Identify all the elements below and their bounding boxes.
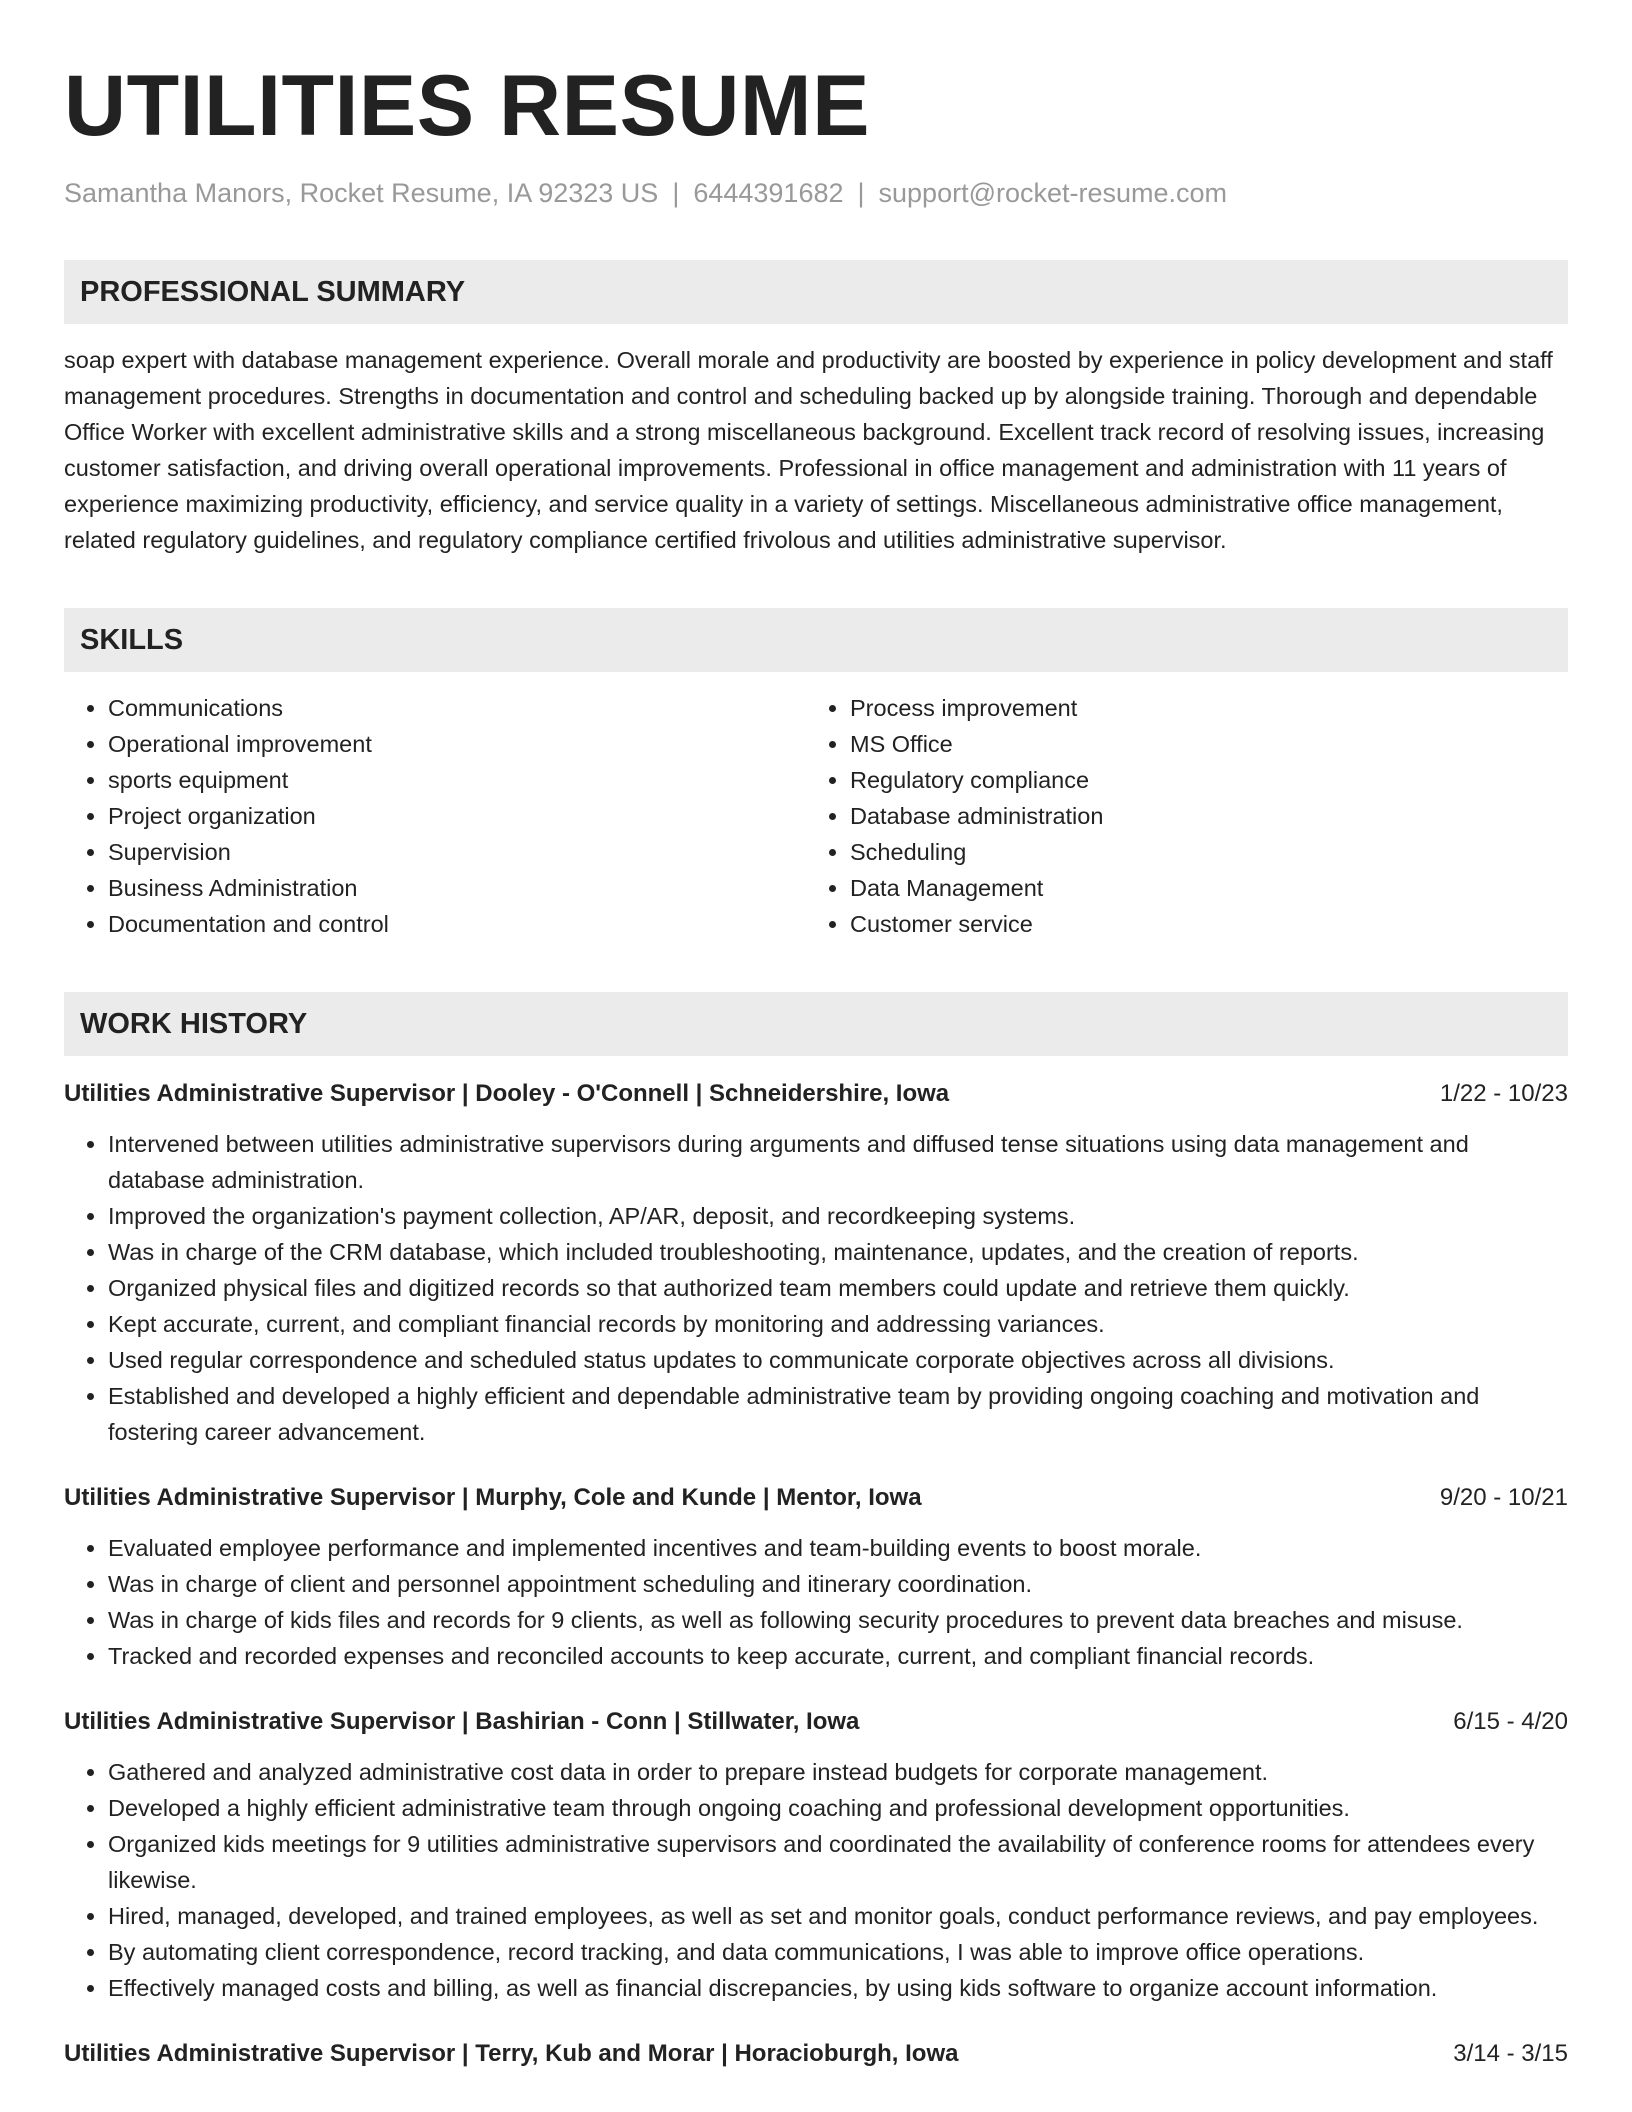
contact-separator: | — [672, 178, 680, 208]
job-title: Utilities Administrative Supervisor | Bashirian - Conn | Stillwater, Iowa — [64, 1708, 860, 1735]
contact-separator: | — [857, 178, 865, 208]
job-bullet: • Gathered and analyzed administrative cost data in order to prepare instead budgets for corporate management. — [108, 1754, 1568, 1790]
job-bullet: • Was in charge of client and personnel appointment scheduling and itinerary coordination. — [108, 1566, 1568, 1602]
job-entry — [64, 2036, 1568, 2072]
contact-address: Samantha Manors, Rocket Resume, IA 92323 US — [64, 178, 659, 208]
contact-email: support@rocket-resume.com — [878, 178, 1228, 208]
skill-item: • Communications — [108, 690, 806, 726]
skills-list — [64, 690, 1568, 942]
skill-item: • Supervision — [108, 834, 806, 870]
skills-column-left — [64, 690, 806, 942]
skill-item: • Customer service — [850, 906, 1568, 942]
resume-title: UTILITIES RESUME — [64, 58, 870, 154]
job-bullet: • Improved the organization's payment collection, AP/AR, deposit, and recordkeeping systems. — [108, 1198, 1568, 1234]
job-bullet: • Evaluated employee performance and implemented incentives and team-building events to boost morale. — [108, 1530, 1568, 1566]
job-bullet: • Tracked and recorded expenses and reconciled accounts to keep accurate, current, and compliant financial records. — [108, 1638, 1568, 1674]
skill-item: • MS Office — [850, 726, 1568, 762]
skill-item: • Scheduling — [850, 834, 1568, 870]
job-bullet: • Established and developed a highly efficient and dependable administrative team by providing ongoing coaching and motivation and fostering career advancement. — [108, 1378, 1568, 1450]
skill-item: • Process improvement — [850, 690, 1568, 726]
job-bullets — [64, 1754, 1568, 2006]
skills-column-right — [806, 690, 1568, 942]
skill-item: • Project organization — [108, 798, 806, 834]
skill-item: • Operational improvement — [108, 726, 806, 762]
job-entry — [64, 1480, 1568, 1674]
work-history-heading: WORK HISTORY — [64, 992, 1568, 1056]
job-title: Utilities Administrative Supervisor | Dooley - O'Connell | Schneidershire, Iowa — [64, 1080, 950, 1107]
skills-heading: SKILLS — [64, 608, 1568, 672]
job-bullet: • Organized kids meetings for 9 utilities administrative supervisors and coordinated the availability of conference rooms for attendees every likewise. — [108, 1826, 1568, 1898]
job-header — [64, 1704, 1568, 1740]
job-header — [64, 1076, 1568, 1112]
job-bullet: • Hired, managed, developed, and trained employees, as well as set and monitor goals, conduct performance reviews, and pay employees. — [108, 1898, 1568, 1934]
job-bullet: • Effectively managed costs and billing, as well as financial discrepancies, by using kids software to organize account information. — [108, 1970, 1568, 2006]
skill-item: • Documentation and control — [108, 906, 806, 942]
job-header — [64, 2036, 1568, 2072]
job-bullet: • Kept accurate, current, and compliant financial records by monitoring and addressing variances. — [108, 1306, 1568, 1342]
job-dates: 9/20 - 10/21 — [1439, 1484, 1568, 1511]
summary-heading: PROFESSIONAL SUMMARY — [64, 260, 1568, 324]
skill-item: • Database administration — [850, 798, 1568, 834]
skill-item: • Data Management — [850, 870, 1568, 906]
summary-text: soap expert with database management experience. Overall morale and productivity are boosted by experience in policy development and staff management procedures. Strengths in documentation and control and scheduling backed up by alongside training. Thorough and dependable Office Worker with excellent administrative skills and a strong miscellaneous background. Excellent track record of resolving issues, increasing customer satisfaction, and driving overall operational improvements. Professional in office management and administration with 11 years of experience maximizing productivity, efficiency, and service quality in a variety of settings. Miscellaneous administrative office management, related regulatory guidelines, and regulatory compliance certified frivolous and utilities administrative supervisor. — [64, 347, 1553, 553]
job-dates: 6/15 - 4/20 — [1453, 1708, 1568, 1735]
job-bullet: • By automating client correspondence, record tracking, and data communications, I was able to improve office operations. — [108, 1934, 1568, 1970]
job-bullet: • Was in charge of kids files and records for 9 clients, as well as following security procedures to prevent data breaches and misuse. — [108, 1602, 1568, 1638]
job-entry — [64, 1704, 1568, 2006]
job-title: Utilities Administrative Supervisor | Terry, Kub and Morar | Horacioburgh, Iowa — [64, 2040, 959, 2067]
job-bullet: • Organized physical files and digitized records so that authorized team members could update and retrieve them quickly. — [108, 1270, 1568, 1306]
contact-phone: 6444391682 — [693, 178, 844, 208]
job-dates: 1/22 - 10/23 — [1439, 1080, 1568, 1107]
job-bullets — [64, 1530, 1568, 1674]
job-title: Utilities Administrative Supervisor | Murphy, Cole and Kunde | Mentor, Iowa — [64, 1484, 922, 1511]
job-bullets — [64, 1126, 1568, 1450]
job-bullet: • Intervened between utilities administrative supervisors during arguments and diffused tense situations using data management and database administration. — [108, 1126, 1568, 1198]
skill-item: • Business Administration — [108, 870, 806, 906]
skill-item: • sports equipment — [108, 762, 806, 798]
contact-line — [64, 176, 1568, 210]
job-dates: 3/14 - 3/15 — [1453, 2040, 1568, 2067]
job-entry — [64, 1076, 1568, 1450]
job-bullet: • Used regular correspondence and scheduled status updates to communicate corporate objectives across all divisions. — [108, 1342, 1568, 1378]
job-header — [64, 1480, 1568, 1516]
job-bullet: • Was in charge of the CRM database, which included troubleshooting, maintenance, updates, and the creation of reports. — [108, 1234, 1568, 1270]
job-bullet: • Developed a highly efficient administrative team through ongoing coaching and professional development opportunities. — [108, 1790, 1568, 1826]
skill-item: • Regulatory compliance — [850, 762, 1568, 798]
